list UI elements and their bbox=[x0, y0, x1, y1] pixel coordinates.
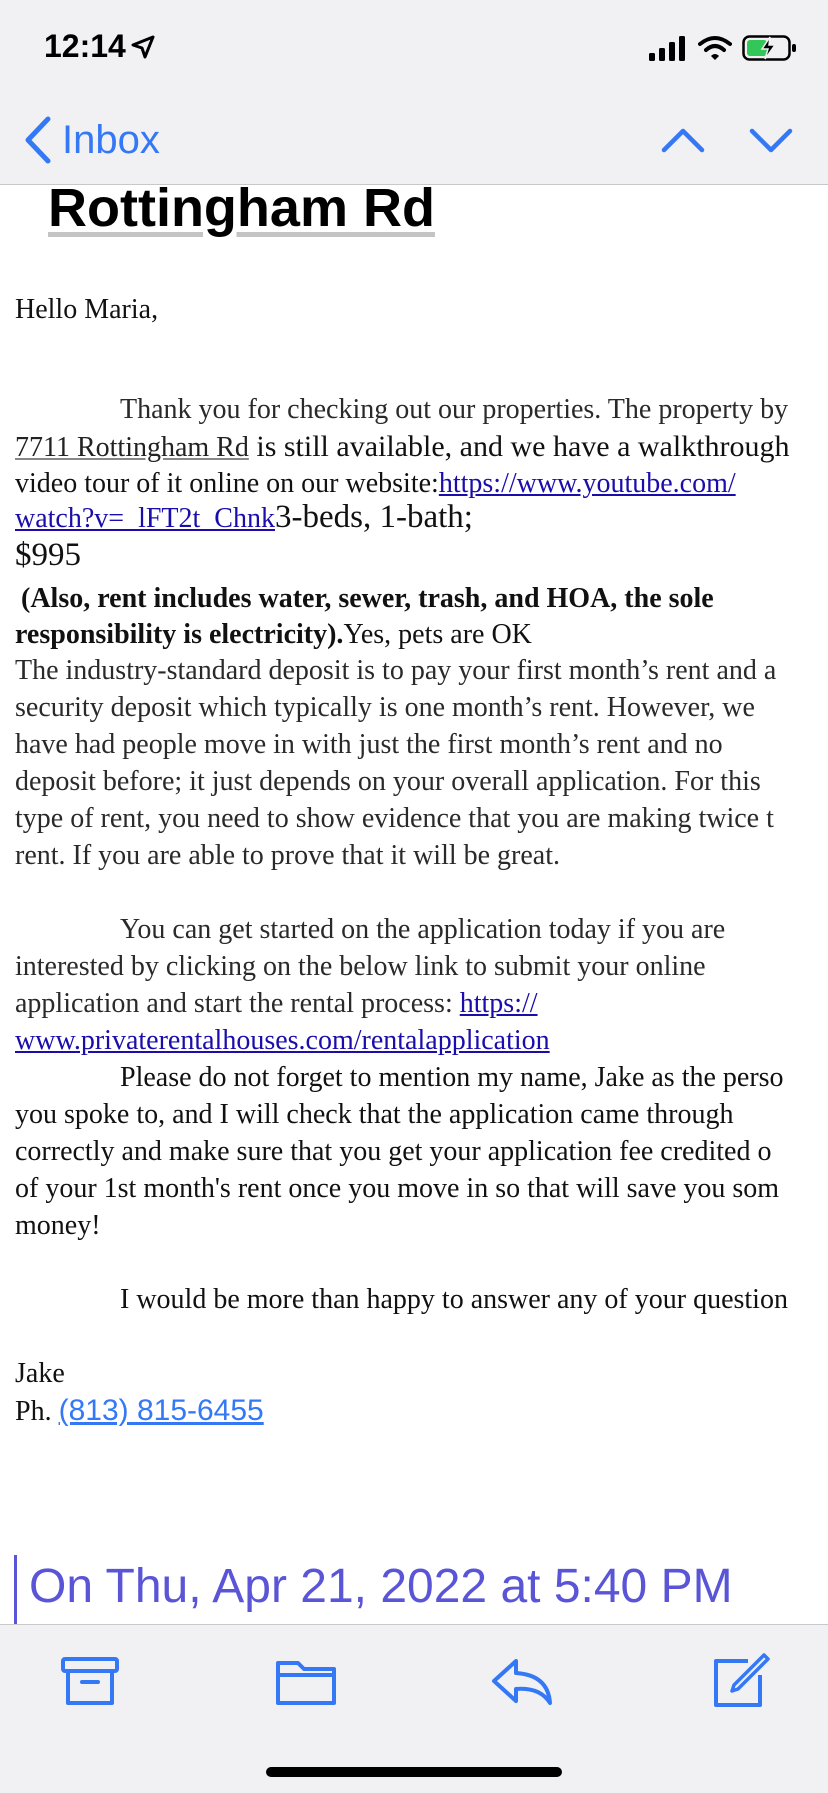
body-line: you spoke to, and I will check that the application came through bbox=[15, 1099, 734, 1130]
folder-icon[interactable] bbox=[274, 1653, 338, 1709]
email-content bbox=[0, 185, 828, 1625]
beds-baths: 3-beds, 1-bath; bbox=[274, 499, 473, 535]
body-line bbox=[15, 428, 790, 466]
cellular-signal-icon bbox=[648, 35, 688, 61]
body-line: money! bbox=[15, 1210, 101, 1241]
body-line bbox=[15, 616, 532, 653]
phone-link[interactable]: (813) 815-6455 bbox=[58, 1394, 264, 1427]
location-arrow-icon bbox=[130, 34, 156, 60]
body-line: Thank you for checking out our properties. The property by bbox=[120, 394, 789, 425]
body-line: type of rent, you need to show evidence that you are making twice t bbox=[15, 803, 774, 834]
status-bar bbox=[0, 0, 828, 100]
body-line bbox=[15, 985, 538, 1022]
message-navigation bbox=[660, 120, 794, 160]
battery-charging-icon bbox=[742, 34, 798, 62]
application-link-continued[interactable]: www.privaterentalhouses.com/rentalapplication bbox=[15, 1025, 550, 1056]
bottom-toolbar bbox=[0, 1624, 828, 1793]
greeting: Hello Maria, bbox=[15, 294, 159, 325]
body-line: I would be more than happy to answer any of your question bbox=[120, 1284, 788, 1315]
chevron-left-icon bbox=[22, 115, 52, 165]
body-line bbox=[15, 465, 736, 502]
body-line: You can get started on the application today if you are bbox=[120, 914, 726, 945]
reply-icon[interactable] bbox=[490, 1653, 554, 1709]
application-link[interactable]: https:// bbox=[459, 988, 538, 1019]
status-time: 12:14 bbox=[44, 28, 126, 64]
body-line bbox=[15, 499, 473, 537]
signature-name: Jake bbox=[15, 1358, 65, 1389]
body-line: rent. If you are able to prove that it will be great. bbox=[15, 840, 561, 871]
chevron-up-icon[interactable] bbox=[660, 120, 706, 160]
email-subject: Rottingham Rd bbox=[48, 185, 435, 238]
body-line: interested by clicking on the below link to submit your online bbox=[15, 951, 706, 982]
quoted-message-header: On Thu, Apr 21, 2022 at 5:40 PM bbox=[14, 1555, 733, 1625]
chevron-down-icon[interactable] bbox=[748, 120, 794, 160]
back-button[interactable] bbox=[22, 112, 160, 168]
body-line: of your 1st month's rent once you move in so that will save you som bbox=[15, 1173, 780, 1204]
body-line: security deposit which typically is one month’s rent. However, we bbox=[15, 692, 755, 723]
phone-prefix: Ph. bbox=[15, 1396, 59, 1427]
back-label: Inbox bbox=[62, 117, 160, 162]
youtube-link-continued[interactable]: watch?v=_lFT2t_Chnk bbox=[15, 503, 275, 534]
bold-line: (Also, rent includes water, sewer, trash, and HOA, the sole bbox=[21, 583, 714, 614]
price: $995 bbox=[15, 537, 81, 573]
address-text: 7711 Rottingham Rd bbox=[15, 432, 249, 463]
archive-icon[interactable] bbox=[58, 1653, 122, 1709]
body-text: application and start the rental process: bbox=[15, 988, 460, 1019]
youtube-link[interactable]: https://www.youtube.com/ bbox=[438, 468, 736, 499]
body-line bbox=[15, 1022, 550, 1059]
bold-line: responsibility is electricity). bbox=[15, 619, 344, 650]
pets-text: Yes, pets are OK bbox=[343, 619, 532, 650]
body-text: is still available, and we have a walkthrough bbox=[248, 430, 790, 463]
body-line: have had people move in with just the first month’s rent and no bbox=[15, 729, 723, 760]
signature-phone-line bbox=[15, 1392, 264, 1430]
body-line: The industry-standard deposit is to pay your first month’s rent and a bbox=[15, 655, 777, 686]
status-icons bbox=[648, 34, 798, 62]
compose-icon[interactable] bbox=[708, 1653, 772, 1709]
nav-bar bbox=[0, 100, 828, 185]
body-line: deposit before; it just depends on your overall application. For this bbox=[15, 766, 761, 797]
body-line: Please do not forget to mention my name, Jake as the perso bbox=[120, 1062, 784, 1093]
home-indicator bbox=[266, 1767, 562, 1777]
body-text: video tour of it online on our website: bbox=[15, 468, 439, 499]
body-line: correctly and make sure that you get your application fee credited o bbox=[15, 1136, 772, 1167]
wifi-icon bbox=[698, 35, 732, 61]
